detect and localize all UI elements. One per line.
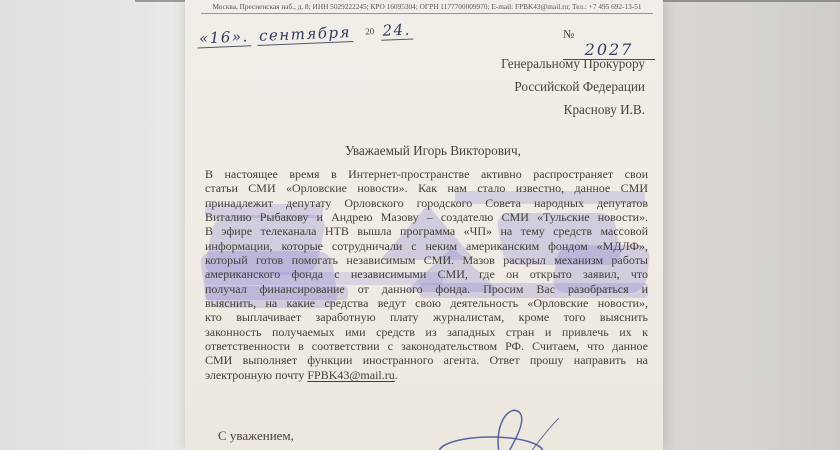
number-value: 2027 xyxy=(563,40,655,60)
body-line: американского фонда с независимыми СМИ, где он открыто заявил, что xyxy=(205,267,648,282)
body-line: получал финансирование от данного фонда. Просим Вас разобраться и xyxy=(205,281,648,296)
body-line: Виталию Рыбакову и Андрею Мазову – создателю СМИ «Тульские новости». xyxy=(205,210,648,225)
addressee-line: Краснову И.В. xyxy=(563,102,645,117)
addressee-line: Российской Федерации xyxy=(514,79,645,94)
email-address: FPBK43@mail.ru xyxy=(307,367,395,382)
signoff: С уважением, xyxy=(218,428,294,443)
signature-ink xyxy=(433,402,583,450)
body-line: принадлежит депутату Орловского городского Совета народных депутатов xyxy=(205,195,648,210)
number-label: № xyxy=(563,27,575,41)
body-closing-line xyxy=(205,368,648,382)
body-line: В эфире телеканала НТВ вышла программа «ЧП» на тему средств массовой xyxy=(205,224,648,239)
addressee-line: Генеральному Прокурору xyxy=(501,56,645,71)
body-line: ответственности в соответствии с законодательством РФ. Считаем, что данное xyxy=(205,339,648,354)
date-year-printed: 20 xyxy=(365,26,375,37)
blurred-background-right xyxy=(663,0,840,450)
closing-prefix: электронную почту xyxy=(205,367,308,382)
body-line: статьи СМИ «Орловские новости». Как нам стало известно, данное СМИ xyxy=(205,181,648,196)
letter-paper xyxy=(185,0,663,450)
handwritten-date xyxy=(197,20,414,48)
date-year-handwritten: 24. xyxy=(380,20,413,40)
body-line: кто выплачивает заработную плату журналистам, кроме того выяснить xyxy=(205,310,648,325)
body-line: СМИ выполняет функции иностранного агента. Ответ прошу направить на xyxy=(205,353,648,368)
body-line: выяснить, на какие средства ведут свою деятельность «Орловские новости», xyxy=(205,296,648,311)
body-line: который готов помогать независимым СМИ. Мазов раскрыл механизм работы xyxy=(205,253,648,268)
letterhead-contact-line: Москва, Пресненская наб., д. 8; ИНН 5029222245; КРО 16095304; ОГРН 1177700009970; E-mail: FPBK43@mail.ru; Тел.: +7 495 692-13-51 xyxy=(201,2,653,14)
body-lines xyxy=(205,167,648,368)
salutation: Уважаемый Игорь Викторович, xyxy=(345,143,521,158)
letter-body xyxy=(205,167,648,382)
closing-suffix: . xyxy=(394,367,398,382)
body-line: информации, которые сотрудничали с неким американским фондом «МДЛФ», xyxy=(205,238,648,253)
body-line: В настоящее время в Интернет-пространстве активно распространяет свои xyxy=(205,167,648,181)
addressee-block xyxy=(501,52,645,121)
date-day: «16». xyxy=(197,27,251,48)
body-line: законность получаемых ими средств из западных стран и привлечь их к xyxy=(205,324,648,339)
blurred-background-left xyxy=(0,0,185,450)
date-month: сентября xyxy=(257,23,354,46)
